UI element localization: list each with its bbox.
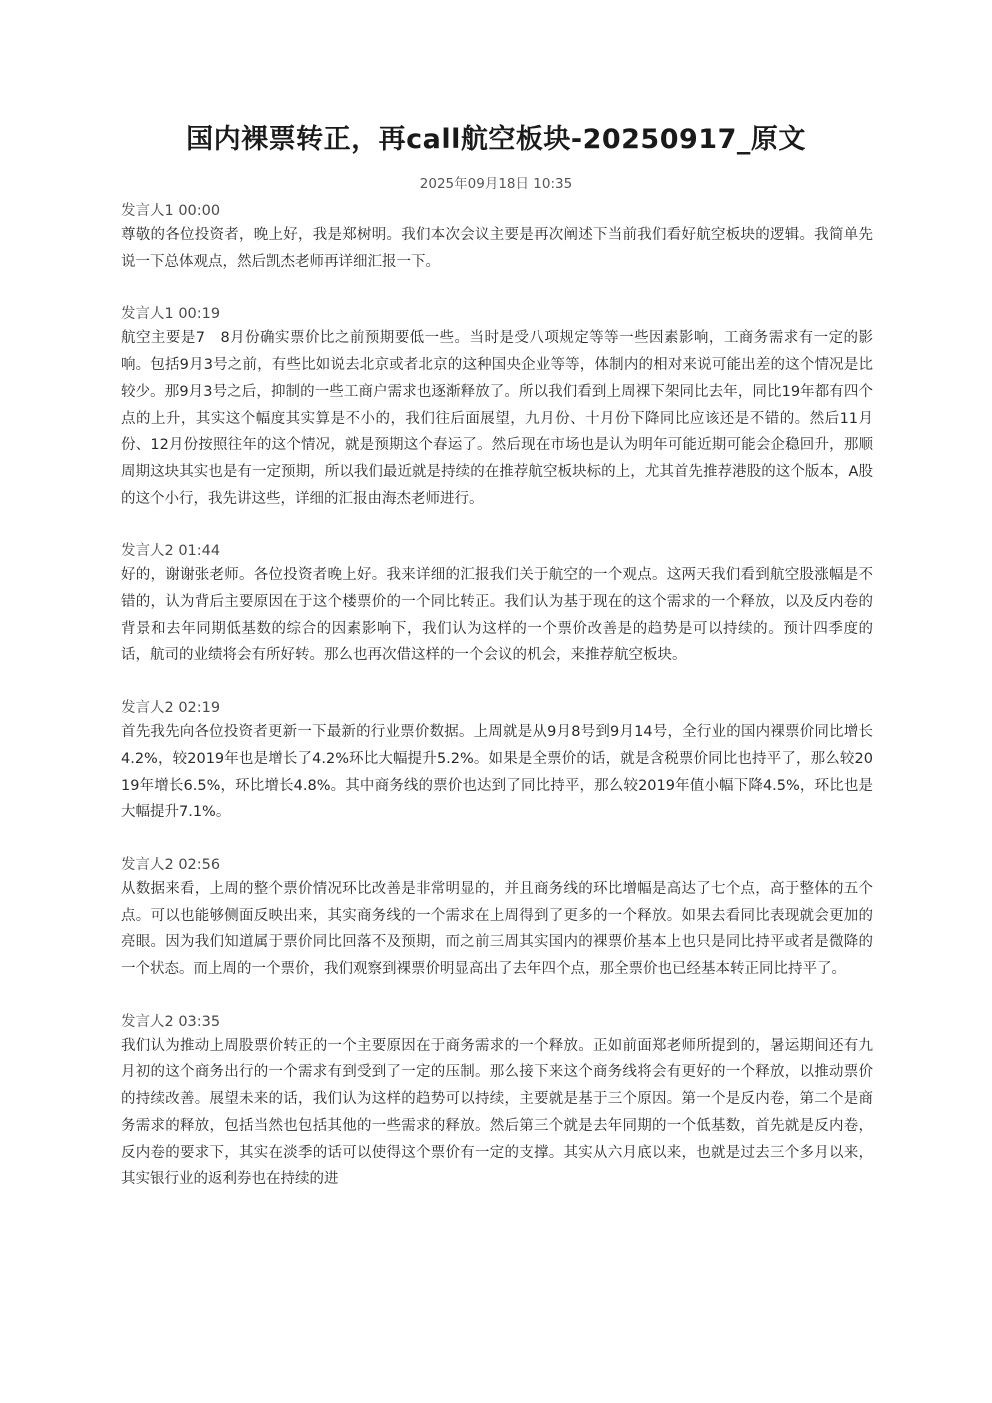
segment-text: 从数据来看，上周的整个票价情况环比改善是非常明显的，并且商务线的环比增幅是高达了七个点，高于整体的五个点。可以也能够侧面反映出来，其实商务线的一个需求在上周得到了更多的一个释放。如果去看同比表现就会更加的亮眼。因为我们知道属于票价同比回落不及预期，而之前三周其实国内的裸票价基本上也只是同比持平或者是微降的一个状态。而上周的一个票价，我们观察到裸票价明显高出了去年四个点，那全票价也已经基本转正同比持平了。 xyxy=(121,880,873,978)
segment-text: 航空主要是7 8月份确实票价比之前预期要低一些。当时是受八项规定等等一些因素影响，工商务需求有一定的影响。包括9月3号之前，有些比如说去北京或者北京的这种国央企业等等，体制内的相对来说可能出差的这个情况是比较少。那9月3号之后，抑制的一些工商户需求也逐渐释放了。所以我们看到上周裸下架同比去年，同比19年都有四个点的上升，其实这个幅度其实算是不小的，我们往后面展望，九月份、十月份下降同比应该还是不错的。然后11月份、12月份按照往年的这个情况，就是预期这个春运了。然后现在市场也是认为明年可能近期可能会企稳回升，那顺周期这块其实也是有一定预期，所以我们最近就是持续的在推荐航空板块标的上，尤其首先推荐港股的这个版本，A股的这个小行，我先讲这些，详细的汇报由海杰老师进行。 xyxy=(121,330,873,507)
transcript-segment xyxy=(121,1011,873,1193)
transcript-segment xyxy=(121,200,873,275)
transcript-segment xyxy=(121,854,873,983)
speaker-timestamp: 发言人2 02:56 xyxy=(121,856,221,873)
speaker-timestamp: 发言人2 01:44 xyxy=(121,543,221,560)
speaker-timestamp: 发言人1 00:00 xyxy=(121,203,221,219)
speaker-timestamp: 发言人2 03:35 xyxy=(121,1013,221,1030)
transcript-body xyxy=(121,199,873,1193)
transcript-segment xyxy=(121,697,873,826)
document-title: 国内裸票转正，再call航空板块-20250917_原文 xyxy=(186,124,806,155)
segment-text: 首先我先向各位投资者更新一下最新的行业票价数据。上周就是从9月8号到9月14号，全行业的国内裸票价同比增长4.2%，较2019年也是增长了4.2%环比大幅提升5.2%。如果是全票价的话，就是含税票价同比也持平了，那么较2019年增长6.5%，环比增长4.8%。其中商务线的票价也达到了同比持平，那么较2019年值小幅下降4.5%，环比也是大幅提升7.1%。 xyxy=(121,724,873,821)
document-date: 2025年09月18日 10:35 xyxy=(419,176,573,192)
speaker-timestamp: 发言人1 00:19 xyxy=(121,306,221,323)
speaker-timestamp: 发言人2 02:19 xyxy=(121,700,221,717)
segment-text: 好的，谢谢张老师。各位投资者晚上好。我来详细的汇报我们关于航空的一个观点。这两天我们看到航空股涨幅是不错的，认为背后主要原因在于这个楼票价的一个同比转正。我们认为基于现在的这个需求的一个释放，以及反内卷的背景和去年同期低基数的综合的因素影响下，我们认为这样的一个票价改善是的趋势是可以持续的。预计四季度的话，航司的业绩将会有所好转。那么也再次借这样的一个会议的机会，来推荐航空板块。 xyxy=(121,567,873,664)
transcript-segment xyxy=(121,303,873,512)
segment-text: 尊敬的各位投资者，晚上好，我是郑树明。我们本次会议主要是再次阐述下当前我们看好航空板块的逻辑。我简单先说一下总体观点，然后凯杰老师再详细汇报一下。 xyxy=(121,227,873,270)
segment-text: 我们认为推动上周股票价转正的一个主要原因在于商务需求的一个释放。正如前面郑老师所提到的，暑运期间还有九月初的这个商务出行的一个需求有到受到了一定的压制。那么接下来这个商务线将会有更好的一个释放，以推动票价的持续改善。展望未来的话，我们认为这样的趋势可以持续，主要就是基于三个原因。第一个是反内卷，第二个是商务需求的释放，包括当然也包括其他的一些需求的释放。然后第三个就是去年同期的一个低基数，首先就是反内卷，反内卷的要求下，其实在淡季的话可以使得这个票价有一定的支撑。其实从六月底以来，也就是过去三个多月以来，其实银行业的返利券也在持续的进 xyxy=(121,1037,873,1188)
transcript-segment xyxy=(121,540,873,669)
